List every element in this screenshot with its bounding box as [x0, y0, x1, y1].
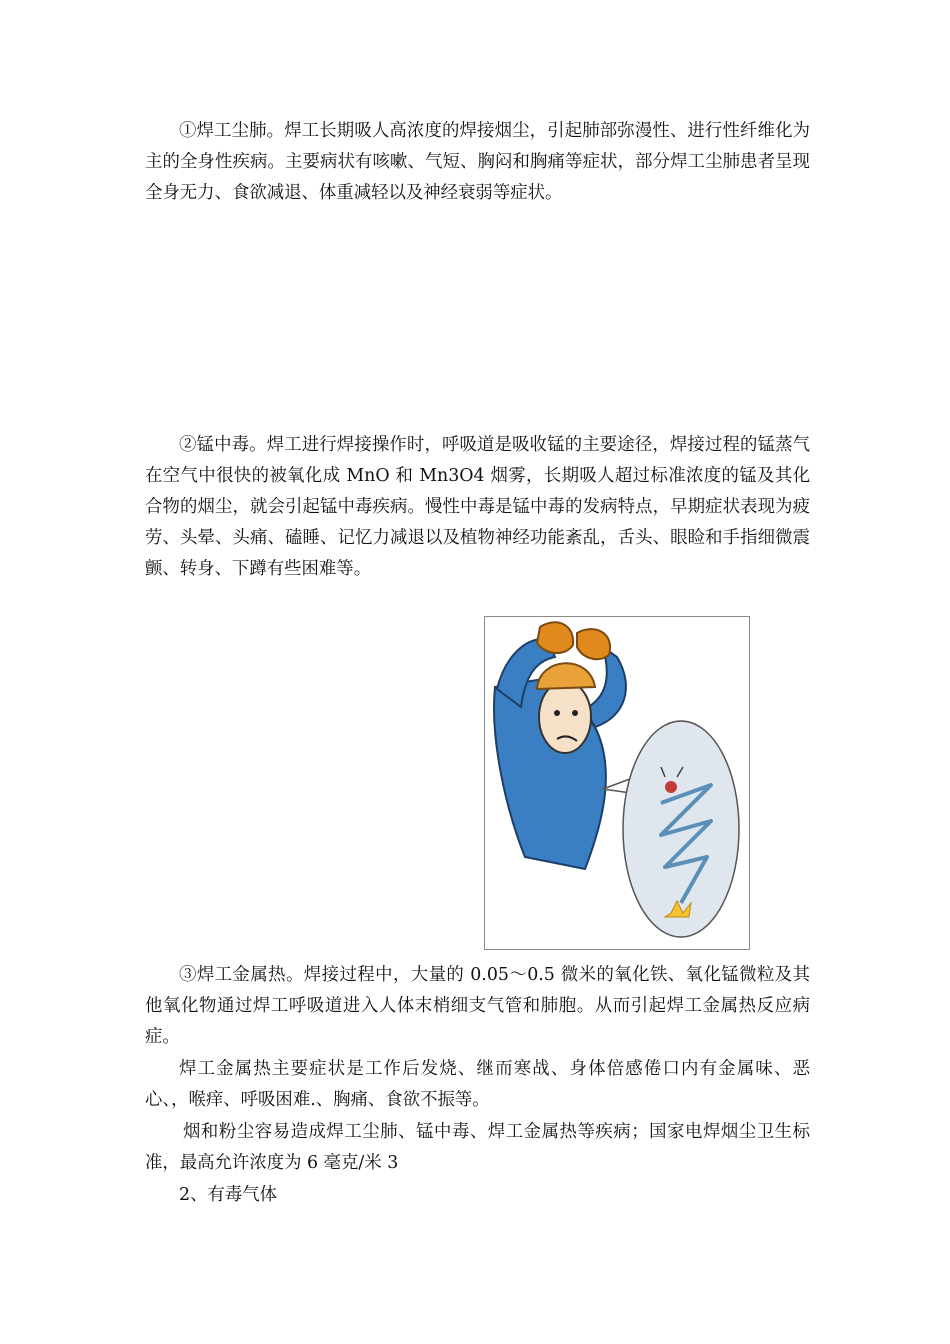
face-shape: [539, 681, 591, 753]
paragraph-metal-fume-fever: ③焊工金属热。焊接过程中，大量的 0.05～0.5 微米的氧化铁、氧化锰微粒及其他氧化物通过焊工呼吸道进入人体末梢细支气管和肺胞。从而引起焊工金属热反应病症。: [145, 965, 810, 1047]
right-glove-shape: [577, 629, 610, 659]
welder-dizziness-illustration: [484, 616, 750, 950]
welder-illustration-svg: [485, 617, 749, 949]
paragraph-metal-fume-fever-symptoms: 焊工金属热主要症状是工作后发烧、继而寒战、身体倍感倦口内有金属味、恶心、，喉痒、呼吸困难.、胸痛、食欲不振等。: [145, 1059, 810, 1110]
eye-shape: [554, 710, 560, 716]
eye-shape: [572, 710, 578, 716]
paragraph-dust-standard: 烟和粉尘容易造成焊工尘肺、锰中毒、焊工金属热等疾病；国家电焊烟尘卫生标准，最高允许浓度为 6 毫克/米 3: [145, 1122, 810, 1173]
left-glove-shape: [537, 622, 573, 653]
paragraph-manganese-poisoning: ②锰中毒。焊工进行焊接操作时，呼吸道是吸收锰的主要途径，焊接过程的锰蒸气在空气中很快的被氧化成 MnO 和 Mn3O4 烟雾，长期吸人超过标准浓度的锰及其化合物的烟尘，就会引起锰中毒疾病。慢性中毒是锰中毒的发病特点，早期症状表现为疲劳、头晕、头痛、磕睡、记忆力减退以及植物神经功能紊乱，舌头、眼睑和手指细微震颤、转身、下蹲有些困难等。: [145, 435, 810, 579]
paragraph-welder-pneumoconiosis: ①焊工尘肺。焊工长期吸人高浓度的焊接烟尘，引起肺部弥漫性、进行性纤维化为主的全身性疾病。主要病状有咳嗽、气短、胸闷和胸痛等症状，部分焊工尘肺患者呈现全身无力、食欲减退、体重减轻以及神经衰弱等症状。: [145, 121, 810, 203]
tiny-figure-head-shape: [665, 781, 677, 793]
section-heading-toxic-gases: 2、有毒气体: [179, 1185, 278, 1205]
helmet-shape: [537, 663, 595, 689]
